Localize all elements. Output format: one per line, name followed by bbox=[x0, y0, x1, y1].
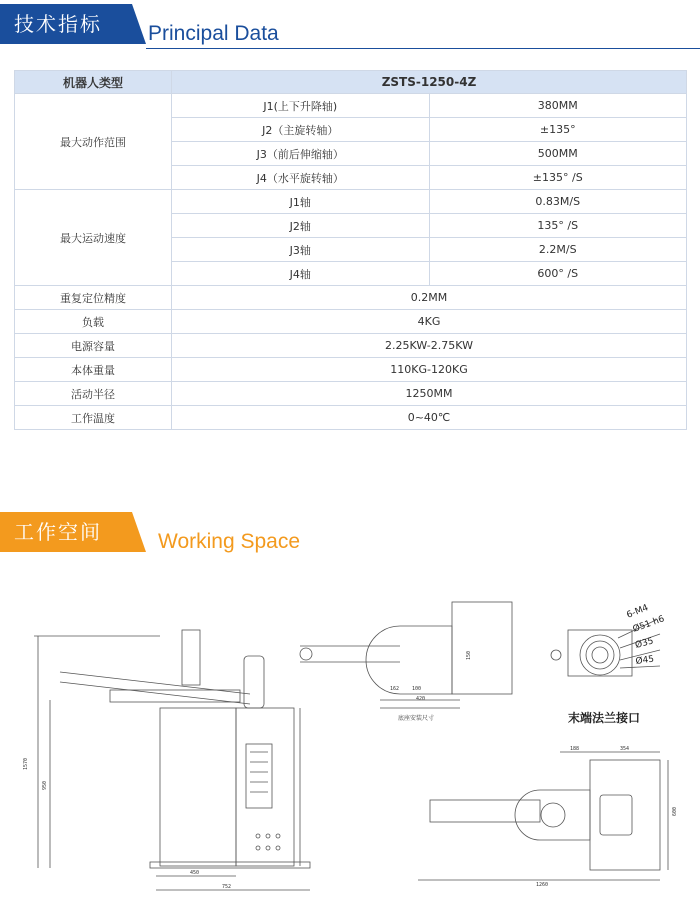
plan-view-drawing bbox=[418, 752, 668, 880]
row-value: 2.25KW-2.75KW bbox=[172, 334, 687, 358]
value-cell: ±135° bbox=[429, 118, 687, 142]
value-cell: 500MM bbox=[429, 142, 687, 166]
dim-label: 950 bbox=[42, 780, 48, 790]
value-cell: 380MM bbox=[429, 94, 687, 118]
dim-label: 1260 bbox=[536, 882, 549, 888]
value-cell: 135° /S bbox=[429, 214, 687, 238]
front-view-drawing bbox=[34, 630, 310, 890]
axis-cell: J2（主旋转轴） bbox=[172, 118, 430, 142]
dim-label: 188 bbox=[570, 746, 580, 752]
table-header-value: ZSTS-1250-4Z bbox=[172, 71, 687, 94]
speed-group-label: 最大运动速度 bbox=[15, 190, 172, 286]
section-title-en: Working Space bbox=[158, 530, 301, 553]
flange-label: Ø35 bbox=[634, 636, 655, 651]
axis-cell: J2轴 bbox=[172, 214, 430, 238]
row-label: 本体重量 bbox=[15, 358, 172, 382]
value-cell: 0.83M/S bbox=[429, 190, 687, 214]
section-title-en: Principal Data bbox=[148, 22, 279, 45]
row-label: 活动半径 bbox=[15, 382, 172, 406]
axis-cell: J1(上下升降轴) bbox=[172, 94, 430, 118]
dim-label: 420 bbox=[416, 696, 426, 702]
row-label: 负载 bbox=[15, 310, 172, 334]
row-label: 电源容量 bbox=[15, 334, 172, 358]
flange-label: Ø51 h6 bbox=[631, 614, 666, 635]
row-value: 4KG bbox=[172, 310, 687, 334]
dim-label: 1570 bbox=[23, 757, 29, 770]
dim-label: 162 bbox=[390, 686, 400, 692]
axis-cell: J3（前后伸缩轴） bbox=[172, 142, 430, 166]
dim-label: 600 bbox=[672, 806, 678, 816]
flange-label: Ø45 bbox=[635, 654, 655, 667]
top-view-drawing bbox=[300, 602, 512, 708]
row-label: 重复定位精度 bbox=[15, 286, 172, 310]
row-value: 110KG-120KG bbox=[172, 358, 687, 382]
dim-label: 354 bbox=[620, 746, 630, 752]
axis-cell: J4轴 bbox=[172, 262, 430, 286]
dim-label: 150 bbox=[466, 650, 472, 660]
axis-cell: J3轴 bbox=[172, 238, 430, 262]
dimension-labels bbox=[23, 651, 678, 890]
dim-label: 450 bbox=[190, 870, 200, 876]
section-tab-cn: 工作空间 bbox=[0, 512, 132, 552]
section-tab-cn: 技术指标 bbox=[0, 4, 132, 44]
dim-label: 752 bbox=[222, 884, 232, 890]
axis-cell: J4（水平旋转轴） bbox=[172, 166, 430, 190]
range-group-label: 最大动作范围 bbox=[15, 94, 172, 190]
table-header-label: 机器人类型 bbox=[15, 71, 172, 94]
flange-label: 6-M4 bbox=[625, 603, 650, 621]
top-view-caption: 底座安装尺寸 bbox=[398, 715, 435, 722]
value-cell: 600° /S bbox=[429, 262, 687, 286]
row-value: 0.2MM bbox=[172, 286, 687, 310]
row-label: 工作温度 bbox=[15, 406, 172, 430]
value-cell: 2.2M/S bbox=[429, 238, 687, 262]
flange-caption: 末端法兰接口 bbox=[568, 711, 641, 725]
axis-cell: J1轴 bbox=[172, 190, 430, 214]
dim-label: 100 bbox=[412, 686, 422, 692]
row-value: 0~40℃ bbox=[172, 406, 687, 430]
row-value: 1250MM bbox=[172, 382, 687, 406]
value-cell: ±135° /S bbox=[429, 166, 687, 190]
